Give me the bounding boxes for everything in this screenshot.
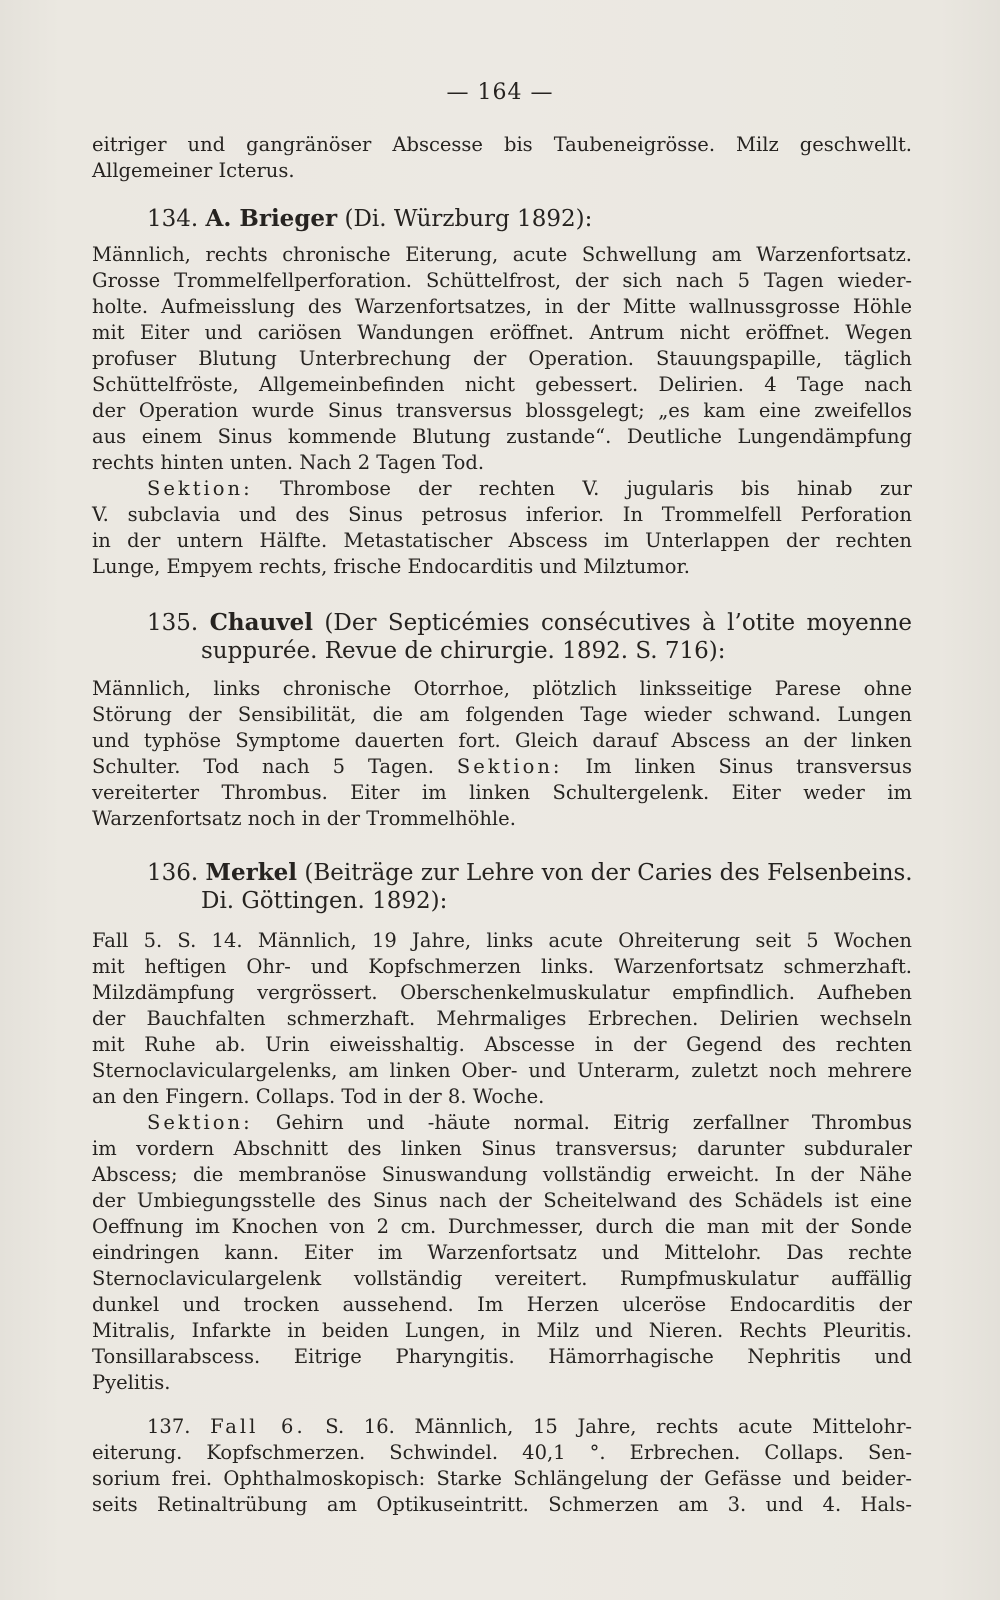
text-line: Grosse Trommelfellperforation. Schüttelfrost, der sich nach 5 Tagen wieder- [92, 269, 912, 292]
case-author: Merkel [205, 859, 298, 886]
text-line: Störung der Sensibilität, die am folgenden Tage wieder schwand. Lungen [92, 703, 912, 726]
text-line [147, 476, 912, 502]
text-line: profuser Blutung Unterbrechung der Operation. Stauungspapille, täglich [92, 347, 912, 370]
text-line: rechts hinten unten. Nach 2 Tagen Tod. [92, 451, 485, 474]
text-line: eiterung. Kopfschmerzen. Schwindel. 40,1 °. Erbrechen. Collaps. Sen- [92, 1441, 912, 1464]
text-line [147, 1110, 912, 1136]
text-run: Thrombose der rechten V. jugularis bis hinab zur [252, 477, 912, 500]
text-line: mit Eiter und cariösen Wandungen eröffnet. Antrum nicht eröffnet. Wegen [92, 321, 912, 344]
text-line: im vordern Abschnitt des linken Sinus transversus; darunter subduraler [92, 1137, 912, 1160]
sektion-label: Sektion: [456, 755, 563, 778]
text-line: aus einem Sinus kommende Blutung zustande“. Deutliche Lungendämpfung [92, 425, 912, 448]
text-line: Tonsillarabscess. Eitrige Pharyngitis. Hämorrhagische Nephritis und [92, 1345, 912, 1368]
text-line: Milzdämpfung vergrössert. Oberschenkelmuskulatur empfindlich. Aufheben [92, 981, 912, 1004]
text-line: vereiterter Thrombus. Eiter im linken Schultergelenk. Eiter weder im [92, 781, 912, 804]
text-line: Oeffnung im Knochen von 2 cm. Durchmesser, durch die man mit der Sonde [92, 1215, 912, 1238]
text-line: V. subclavia und des Sinus petrosus inferior. In Trommelfell Perforation [92, 503, 912, 526]
text-line: Fall 5. S. 14. Männlich, 19 Jahre, links acute Ohreiterung seit 5 Wochen [92, 929, 912, 952]
case-heading-134 [147, 206, 912, 232]
text-line: mit heftigen Ohr- und Kopfschmerzen links. Warzenfortsatz schmerzhaft. [92, 955, 912, 978]
case-number: 135. [147, 610, 199, 636]
sektion-label: Sektion: [147, 1111, 253, 1134]
text-line: der Umbiegungsstelle des Sinus nach der Scheitelwand des Schädels ist eine [92, 1189, 912, 1212]
text-line: seits Retinaltrübung am Optikuseintritt. Schmerzen am 3. und 4. Hals- [92, 1493, 912, 1516]
text-line: und typhöse Symptome dauerten fort. Gleich darauf Abscess an der linken [92, 729, 912, 752]
text-line: eitriger und gangränöser Abscesse bis Taubeneigrösse. Milz geschwellt. [92, 133, 912, 156]
text-line: der Bauchfalten schmerzhaft. Mehrmaliges Erbrechen. Delirien wechseln [92, 1007, 912, 1030]
fall-label: Fall 6. [210, 1415, 306, 1438]
case-number: 134. [147, 206, 199, 232]
text-line: Mitralis, Infarkte in beiden Lungen, in Milz und Nieren. Rechts Pleuritis. [92, 1319, 912, 1342]
text-line: Pyelitis. [92, 1371, 171, 1394]
case-heading-136-cont: Di. Göttingen. 1892): [201, 888, 448, 914]
case-heading-135 [147, 610, 912, 636]
text-line: Schüttelfröste, Allgemeinbefinden nicht gebessert. Delirien. 4 Tage nach [92, 373, 912, 396]
case-heading-137 [147, 1414, 912, 1440]
case-heading-135-cont: suppurée. Revue de chirurgie. 1892. S. 716): [201, 638, 726, 664]
text-line: in der untern Hälfte. Metastatischer Abscess im Unterlappen der rechten [92, 529, 912, 552]
text-line: Männlich, rechts chronische Eiterung, acute Schwellung am Warzenfortsatz. [92, 243, 912, 266]
case-source: (Beiträge zur Lehre von der Caries des Felsenbeins. [304, 860, 913, 886]
text-line: holte. Aufmeisslung des Warzenfortsatzes, in der Mitte wallnussgrosse Höhle [92, 295, 912, 318]
case-author: A. Brieger [205, 205, 338, 232]
text-line: an den Fingern. Collaps. Tod in der 8. Woche. [92, 1085, 545, 1108]
text-line [92, 754, 912, 780]
case-source: (Di. Würzburg 1892): [344, 206, 593, 232]
text-line: Sternoclaviculargelenks, am linken Ober- und Unterarm, zuletzt noch mehrere [92, 1059, 912, 1082]
text-line: der Operation wurde Sinus transversus blossgelegt; „es kam eine zweifellos [92, 399, 912, 422]
text-line: mit Ruhe ab. Urin eiweisshaltig. Abscesse in der Gegend des rechten [92, 1033, 912, 1056]
text-line: dunkel und trocken aussehend. Im Herzen ulceröse Endocarditis der [92, 1293, 912, 1316]
text-line: Allgemeiner Icterus. [92, 159, 295, 182]
case-heading-136 [147, 860, 912, 886]
text-run: Gehirn und -häute normal. Eitrig zerfallner Thrombus [252, 1111, 912, 1134]
text-run: Im linken Sinus transversus [562, 755, 912, 778]
case-number: 136. [147, 860, 199, 886]
text-line: Sternoclaviculargelenk vollständig vereitert. Rumpfmuskulatur auffällig [92, 1267, 912, 1290]
text-line: eindringen kann. Eiter im Warzenfortsatz und Mittelohr. Das rechte [92, 1241, 912, 1264]
text-line: Lunge, Empyem rechts, frische Endocarditis und Milztumor. [92, 555, 690, 578]
text-run: S. 16. Männlich, 15 Jahre, rechts acute Mittelohr- [305, 1415, 912, 1438]
case-source: (Der Septicémies consécutives à l’otite moyenne [324, 610, 913, 636]
page-number: — 164 — [446, 80, 554, 105]
case-author: Chauvel [209, 609, 314, 636]
text-line: Abscess; die membranöse Sinuswandung vollständig erweicht. In der Nähe [92, 1163, 912, 1186]
text-line: sorium frei. Ophthalmoskopisch: Starke Schlängelung der Gefässe und beider- [92, 1467, 912, 1490]
case-number: 137. [147, 1415, 191, 1438]
text-line: Männlich, links chronische Otorrhoe, plötzlich linksseitige Parese ohne [92, 677, 912, 700]
text-line: Warzenfortsatz noch in der Trommelhöhle. [92, 807, 516, 830]
text-run: Schulter. Tod nach 5 Tagen. [92, 755, 457, 778]
sektion-label: Sektion: [147, 477, 253, 500]
